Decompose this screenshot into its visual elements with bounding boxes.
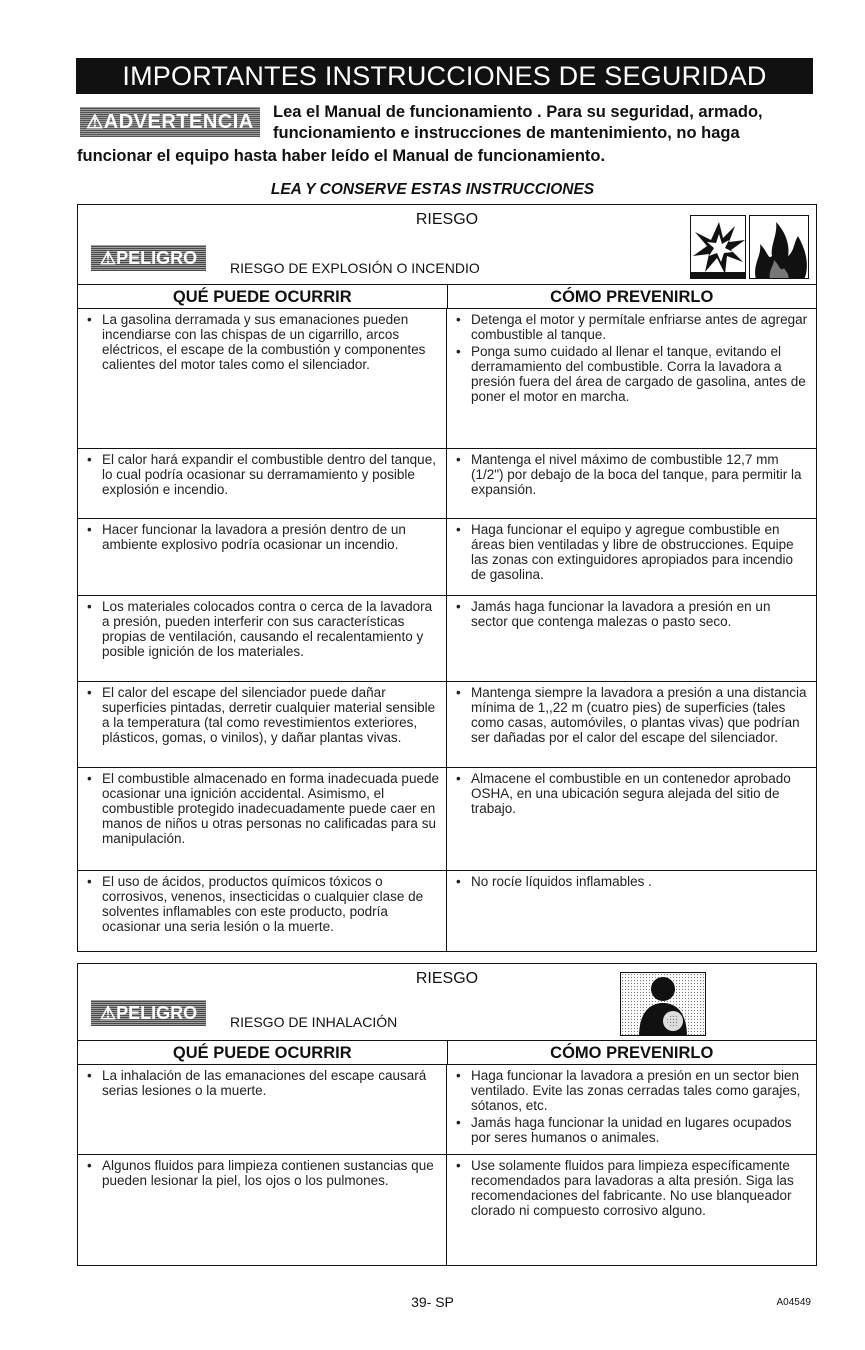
prevention-cell xyxy=(447,1065,816,1154)
hazard-name: RIESGO DE INHALACIÓN xyxy=(230,1014,398,1030)
column-headers xyxy=(78,285,816,309)
list-item: • Hacer funcionar la lavadora a presión dentro de un ambiente explosivo podría ocasionar un incendio. xyxy=(86,522,440,552)
table-row xyxy=(78,1065,816,1155)
inhalation-icon xyxy=(620,972,706,1036)
column-headers xyxy=(78,1041,816,1065)
list-item: • El uso de ácidos, productos químicos tóxicos o corrosivos, venenos, insecticidas o cualquier clase de solventes inflamables con este producto, podría ocasionar una seria lesión o la muerte. xyxy=(86,874,440,934)
keep-instructions-note: LEA Y CONSERVE ESTAS INSTRUCCIONES xyxy=(270,181,595,198)
panel-header xyxy=(78,964,816,1041)
fire-icon xyxy=(749,215,809,279)
danger-badge xyxy=(91,245,206,271)
what-can-happen-header: QUÉ PUEDE OCURRIR xyxy=(78,285,448,308)
intro-line-2: funcionar el equipo hasta haber leído el Manual de funcionamiento. xyxy=(77,147,606,165)
table-row xyxy=(78,519,816,596)
table-row xyxy=(78,1155,816,1265)
risk-title: RIESGO xyxy=(415,970,479,987)
list-item: • El combustible almacenado en forma inadecuada puede ocasionar una ignición accidental. Asimismo, el combustible protegido inadecuadamente puede caer en manos de niños u otras personas no calificadas para su manipulación. xyxy=(86,771,440,846)
page-number: 39- SP xyxy=(411,1294,454,1310)
list-item: • Los materiales colocados contra o cerca de la lavadora a presión, pueden interferir con sus características propias de ventilación, causando el recalentamiento y posible ignición de los materiales. xyxy=(86,599,440,659)
list-item: • Jamás haga funcionar la unidad en lugares ocupados por seres humanos o animales. xyxy=(455,1115,810,1145)
hazard-name: RIESGO DE EXPLOSIÓN O INCENDIO xyxy=(230,260,480,276)
document-code: A04549 xyxy=(776,1297,811,1308)
safety-banner: IMPORTANTES INSTRUCCIONES DE SEGURIDAD xyxy=(76,58,813,94)
warning-badge xyxy=(80,107,260,137)
hazard-cell xyxy=(78,871,447,951)
list-item: • Algunos fluidos para limpieza contienen sustancias que pueden lesionar la piel, los ojos o los pulmones. xyxy=(86,1158,440,1188)
hazard-cell xyxy=(78,449,447,518)
danger-badge-label: PELIGRO xyxy=(116,1003,198,1023)
list-item: • La gasolina derramada y sus emanaciones pueden incendiarse con las chispas de un cigarrillo, arcos eléctricos, el escape de la combustión y componentes calientes del motor tales como el silenciador. xyxy=(86,312,440,372)
list-item: • El calor hará expandir el combustible dentro del tanque, lo cual podría ocasionar su derramamiento y posible explosión e incendio. xyxy=(86,452,440,497)
list-item: • La inhalación de las emanaciones del escape causará serias lesiones o la muerte. xyxy=(86,1068,440,1098)
hazard-cell xyxy=(78,768,447,870)
list-item: • Haga funcionar el equipo y agregue combustible en áreas bien ventiladas y libre de obstrucciones. Equipe las zonas con extinguidores apropiados para incendio de gasolina. xyxy=(455,522,810,582)
explosion-icon xyxy=(690,215,746,279)
table-row xyxy=(78,682,816,768)
list-item: • Jamás haga funcionar la lavadora a presión en un sector que contenga malezas o pasto seco. xyxy=(455,599,810,629)
warning-triangle-icon: ⚠ xyxy=(99,1003,117,1023)
how-to-prevent-header: CÓMO PREVENIRLO xyxy=(550,288,714,306)
list-item: • Detenga el motor y permítale enfriarse antes de agregar combustible al tanque. xyxy=(455,312,810,342)
table-row xyxy=(78,871,816,951)
what-can-happen-header: QUÉ PUEDE OCURRIR xyxy=(78,1041,448,1064)
panel-header xyxy=(78,205,816,285)
list-item: • No rocíe líquidos inflamables . xyxy=(455,874,810,889)
prevention-cell xyxy=(447,871,816,951)
inhalation-panel xyxy=(77,963,817,1266)
warning-triangle-icon: ⚠ xyxy=(86,112,104,133)
intro-line-1: Lea el Manual de funcionamiento . Para su seguridad, armado, funcionamiento e instrucciones de mantenimiento, no haga xyxy=(273,103,763,142)
hazard-cell xyxy=(78,1065,447,1154)
how-to-prevent-header: CÓMO PREVENIRLO xyxy=(550,1044,714,1062)
table-row xyxy=(78,309,816,449)
list-item: • Almacene el combustible en un contenedor aprobado OSHA, en una ubicación segura alejada del sitio de trabajo. xyxy=(455,771,810,816)
explosion-fire-panel xyxy=(77,204,817,952)
hazard-cell xyxy=(78,309,447,448)
list-item: • Mantenga siempre la lavadora a presión a una distancia mínima de 1,,22 m (cuatro pies) de superficies (tales como casas, automóviles, o plantas vivas) que podrían ser dañadas por el calor del escape del silenciador. xyxy=(455,685,810,745)
warning-triangle-icon: ⚠ xyxy=(99,248,117,268)
prevention-cell xyxy=(447,449,816,518)
danger-badge xyxy=(91,1000,206,1026)
list-item: • Haga funcionar la lavadora a presión en un sector bien ventilado. Evite las zonas cerradas tales como garajes, sótanos, etc. xyxy=(455,1068,810,1113)
list-item: • El calor del escape del silenciador puede dañar superficies pintadas, derretir cualquier material sensible a la temperatura (tal como revestimientos exteriores, plásticos, gomas, o vinilos), y dañar plantas vivas. xyxy=(86,685,440,745)
prevention-cell xyxy=(447,309,816,448)
table-row xyxy=(78,449,816,519)
warning-badge-label: ADVERTENCIA xyxy=(103,111,254,133)
list-item: • Use solamente fluidos para limpieza específicamente recomendados para lavadoras a alta presión. Siga las recomendaciones del fabricante. No use blanqueador clorado ni compuesto corrosivo alguno. xyxy=(455,1158,810,1218)
risk-title: RIESGO xyxy=(415,211,479,228)
hazard-cell xyxy=(78,1155,447,1265)
prevention-cell xyxy=(447,519,816,595)
prevention-cell xyxy=(447,682,816,767)
prevention-cell xyxy=(447,768,816,870)
list-item: • Mantenga el nivel máximo de combustible 12,7 mm (1/2") por debajo de la boca del tanque, para permitir la expansión. xyxy=(455,452,810,497)
table-row xyxy=(78,768,816,871)
hazard-cell xyxy=(78,519,447,595)
danger-badge-label: PELIGRO xyxy=(116,248,198,268)
hazard-cell xyxy=(78,682,447,767)
hazard-cell xyxy=(78,596,447,681)
table-row xyxy=(78,596,816,682)
prevention-cell xyxy=(447,1155,816,1265)
list-item: • Ponga sumo cuidado al llenar el tanque, evitando el derramamiento del combustible. Corra la lavadora a presión fuera del área de cargado de gasolina, antes de poner el motor en marcha. xyxy=(455,344,810,404)
prevention-cell xyxy=(447,596,816,681)
